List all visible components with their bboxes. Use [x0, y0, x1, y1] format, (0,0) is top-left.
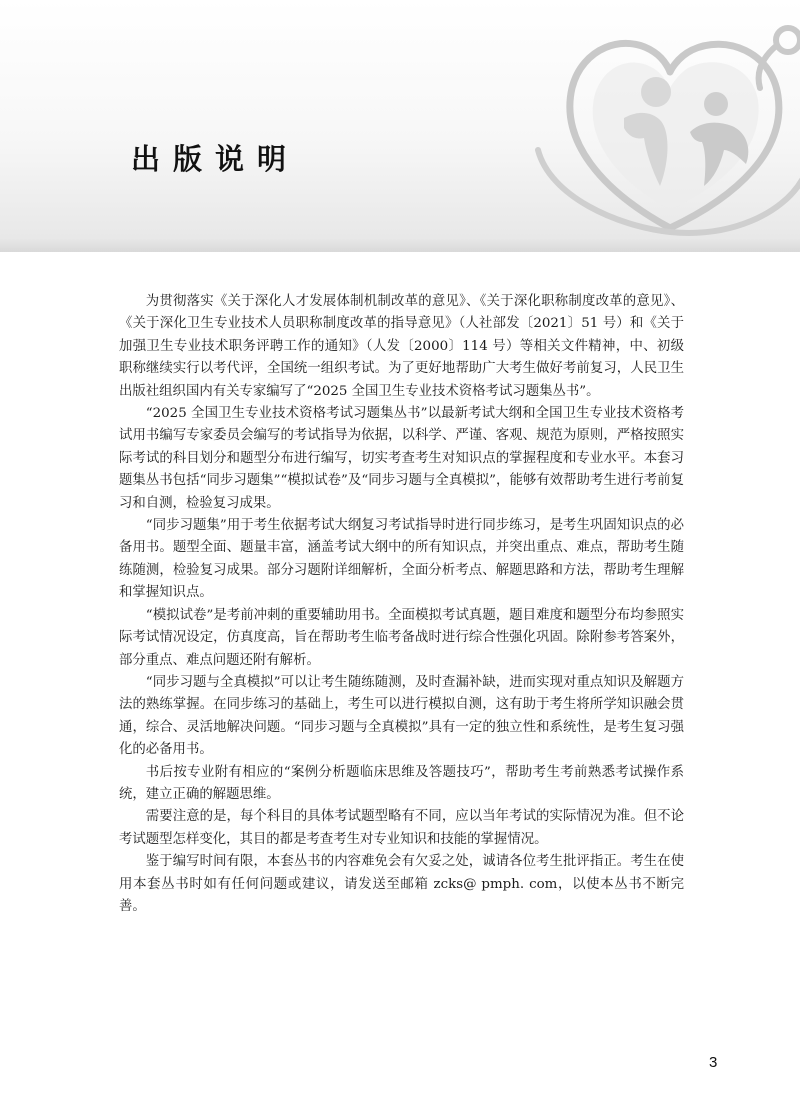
heart-family-stethoscope-icon — [520, 0, 800, 240]
paragraph: 鉴于编写时间有限，本套丛书的内容难免会有欠妥之处，诚请各位考生批评指正。考生在使用本套丛书时如有任何问题或建议，请发送至邮箱 zcks@ pmph. com，以使本丛书不断完善。 — [119, 854, 684, 914]
paragraph: “2025 全国卫生专业技术资格考试习题集丛书”以最新考试大纲和全国卫生专业技术资格考试用书编写专家委员会编写的考试指导为依据，以科学、严谨、客观、规范为原则，严格按照实际考试的科目划分和题型分布进行编写，切实考查考生对知识点的掌握程度和专业水平。本套习题集丛书包括“同步习题集”“模拟试卷”及“同步习题与全真模拟”，能够有效帮助考生进行考前复习和自测，检验复习成果。 — [119, 406, 684, 511]
paragraph: 为贯彻落实《关于深化人才发展体制机制改革的意见》、《关于深化职称制度改革的意见》、《关于深化卫生专业技术人员职称制度改革的指导意见》（人社部发〔2021〕51 号）和《关于加强卫生专业技术职务评聘工作的通知》（人发〔2000〕114 号）等相关文件精神，中、初级职称继续实行以考代评，全国统一组织考试。为了更好地帮助广大考生做好考前复习，人民卫生出版社组织国内有关专家编写了“2025 全国卫生专业技术资格考试习题集丛书”。 — [119, 294, 684, 399]
header-band — [0, 0, 800, 252]
paragraph: 书后按专业附有相应的“案例分析题临床思维及答题技巧”，帮助考生考前熟悉考试操作系统，建立正确的解题思维。 — [119, 764, 684, 802]
body-text — [119, 291, 684, 918]
paragraph: “模拟试卷”是考前冲刺的重要辅助用书。全面模拟考试真题，题目难度和题型分布均参照实际考试情况设定，仿真度高，旨在帮助考生临考备战时进行综合性强化巩固。除附参考答案外，部分重点、难点问题还附有解析。 — [119, 607, 684, 668]
page-title: 出版说明 — [131, 142, 300, 176]
paragraph: “同步习题与全真模拟”可以让考生随练随测，及时查漏补缺，进而实现对重点知识及解题方法的熟练掌握。在同步练习的基础上，考生可以进行模拟自测，这有助于考生将所学知识融会贯通，综合、灵活地解决问题。“同步习题与全真模拟”具有一定的独立性和系统性，是考生复习强化的必备用书。 — [119, 674, 684, 758]
paragraph: 需要注意的是，每个科目的具体考试题型略有不同，应以当年考试的实际情况为准。但不论考试题型怎样变化，其目的都是考查考生对专业知识和技能的掌握情况。 — [119, 809, 684, 847]
paragraph: “同步习题集”用于考生依据考试大纲复习考试指导时进行同步练习，是考生巩固知识点的必备用书。题型全面、题量丰富，涵盖考试大纲中的所有知识点，并突出重点、难点，帮助考生随练随测，检验复习成果。部分习题附详细解析，全面分析考点、解题思路和方法，帮助考生理解和掌握知识点。 — [119, 518, 684, 601]
page-number: 3 — [709, 1054, 718, 1071]
